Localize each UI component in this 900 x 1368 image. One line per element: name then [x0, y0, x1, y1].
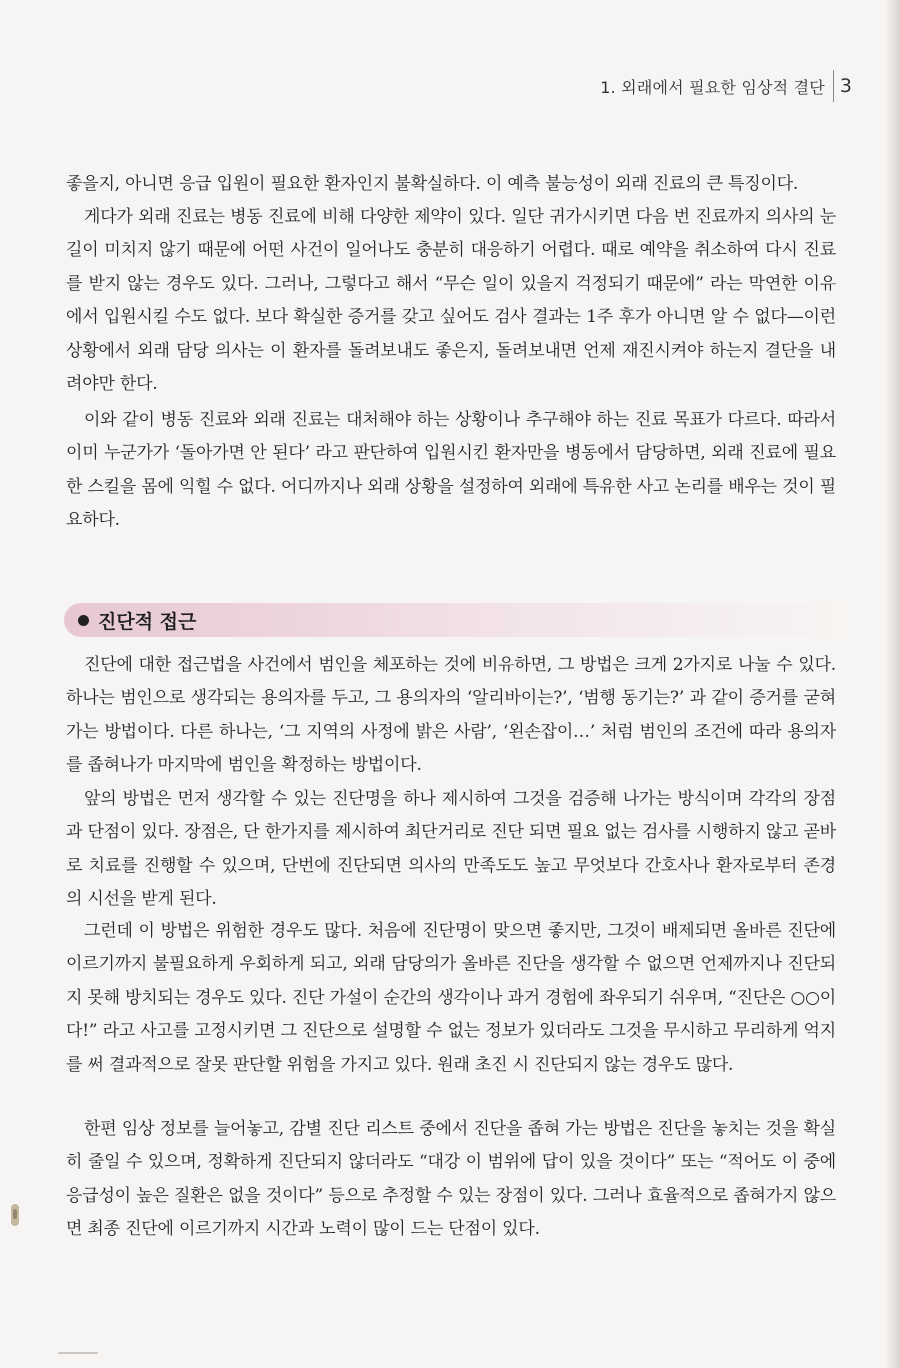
section-paragraph-2: 앞의 방법은 먼저 생각할 수 있는 진단명을 하나 제시하여 그것을 검증해 나가는 방식이며 각각의 장점과 단점이 있다. 장점은, 단 한가지를 제시하여 최단거리로 진단 되면 필요 없는 검사를 시행하지 않고 곧바로 치료를 진행할 수 있으며, 단번에 진단되면 의사의 만족도도 높고 무엇보다 간호사나 환자로부터 존경의 시선을 받게 된다.	[66, 789, 836, 910]
page-edge	[886, 0, 900, 1368]
intro-paragraph-1: 좋을지, 아니면 응급 입원이 필요한 환자인지 불확실하다. 이 예측 불능성이 외래 진료의 큰 특징이다.	[66, 174, 799, 194]
section-heading: 진단적 접근	[98, 610, 197, 633]
running-title: 1. 외래에서 필요한 임상적 결단	[600, 77, 825, 97]
section-heading-bar	[64, 603, 854, 637]
section-paragraph-4: 한편 임상 정보를 늘어놓고, 감별 진단 리스트 중에서 진단을 좁혀 가는 방법은 진단을 놓치는 것을 확실히 줄일 수 있으며, 정확하게 진단되지 않더라도 “대강 이 범위에 답이 있을 것이다” 또는 “적어도 이 중에 응급성이 높은 질환은 없을 것이다” 등으로 추정할 수 있는 장점이 있다. 그러나 효율적으로 좁혀가지 않으면 최종 진단에 이르기까지 시간과 노력이 많이 드는 단점이 있다.	[66, 1119, 836, 1240]
intro-paragraph-3: 이와 같이 병동 진료와 외래 진료는 대처해야 하는 상황이나 추구해야 하는 진료 목표가 다르다. 따라서 이미 누군가가 ‘돌아가면 안 된다’ 라고 판단하여 입원시킨 환자만을 병동에서 담당하면, 외래 진료에 필요한 스킬을 몸에 익힐 수 없다. 어디까지나 외래 상황을 설정하여 외래에 특유한 사고 논리를 배우는 것이 필요하다.	[66, 410, 836, 531]
section-paragraph-1: 진단에 대한 접근법을 사건에서 범인을 체포하는 것에 비유하면, 그 방법은 크게 2가지로 나눌 수 있다. 하나는 범인으로 생각되는 용의자를 두고, 그 용의자의 ‘알리바이는?’, ‘범행 동기는?’ 과 같이 증거를 굳혀 가는 방법이다. 다른 하나는, ‘그 지역의 사정에 밝은 사람’, ‘왼손잡이…’ 처럼 범인의 조건에 따라 용의자를 좁혀나가 마지막에 범인을 확정하는 방법이다.	[66, 655, 836, 776]
binding-clip-mark	[11, 1204, 19, 1226]
page-number: 3	[839, 75, 852, 97]
page-smudge	[58, 1352, 98, 1354]
bullet-icon	[78, 615, 89, 626]
running-header	[600, 70, 852, 102]
header-divider	[833, 70, 834, 102]
section-paragraph-3: 그런데 이 방법은 위험한 경우도 많다. 처음에 진단명이 맞으면 좋지만, 그것이 배제되면 올바른 진단에 이르기까지 불필요하게 우회하게 되고, 외래 담당의가 올바른 진단을 생각할 수 없으면 언제까지나 진단되지 못해 방치되는 경우도 있다. 진단 가설이 순간의 생각이나 과거 경험에 좌우되기 쉬우며, “진단은 ○○이다!” 라고 사고를 고정시키면 그 진단으로 설명할 수 없는 정보가 있더라도 그것을 무시하고 무리하게 억지를 써 결과적으로 잘못 판단할 위험을 가지고 있다. 원래 초진 시 진단되지 않는 경우도 많다.	[66, 921, 836, 1075]
intro-paragraph-2: 게다가 외래 진료는 병동 진료에 비해 다양한 제약이 있다. 일단 귀가시키면 다음 번 진료까지 의사의 눈길이 미치지 않기 때문에 어떤 사건이 일어나도 충분히 대응하기 어렵다. 때로 예약을 취소하여 다시 진료를 받지 않는 경우도 있다. 그러나, 그렇다고 해서 “무슨 일이 있을지 걱정되기 때문에” 라는 막연한 이유에서 입원시킬 수도 없다. 보다 확실한 증거를 갖고 싶어도 검사 결과는 1주 후가 아니면 알 수 없다—이런 상황에서 외래 담당 의사는 이 환자를 돌려보내도 좋은지, 돌려보내면 언제 재진시켜야 하는지 결단을 내려야만 한다.	[66, 207, 836, 395]
